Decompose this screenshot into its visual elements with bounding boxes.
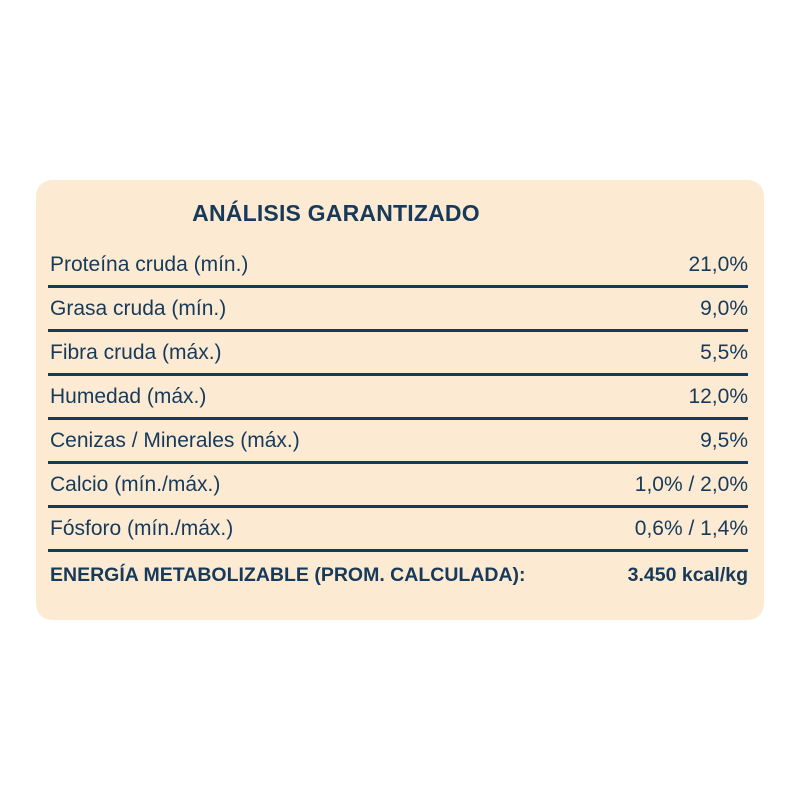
- energy-label: ENERGÍA METABOLIZABLE (PROM. CALCULADA):: [50, 564, 526, 586]
- row-value: 12,0%: [688, 385, 748, 408]
- row-value: 9,0%: [700, 297, 748, 320]
- analysis-row-fat: [48, 288, 748, 332]
- energy-value: 3.450 kcal/kg: [627, 564, 748, 586]
- metabolizable-energy-row: [48, 564, 748, 594]
- guaranteed-analysis-panel: [36, 180, 764, 620]
- row-value: 0,6% / 1,4%: [634, 517, 748, 540]
- analysis-table: [48, 244, 748, 552]
- row-label: Proteína cruda (mín.): [50, 253, 249, 276]
- analysis-row-protein: [48, 244, 748, 288]
- row-value: 1,0% / 2,0%: [634, 473, 748, 496]
- row-label: Grasa cruda (mín.): [50, 297, 227, 320]
- row-label: Fósforo (mín./máx.): [50, 517, 234, 540]
- analysis-row-ash: [48, 420, 748, 464]
- row-label: Fibra cruda (máx.): [50, 341, 222, 364]
- row-value: 9,5%: [700, 429, 748, 452]
- analysis-row-phosphorus: [48, 508, 748, 552]
- analysis-row-calcium: [48, 464, 748, 508]
- panel-title: ANÁLISIS GARANTIZADO: [192, 200, 480, 226]
- row-label: Cenizas / Minerales (máx.): [50, 429, 300, 452]
- analysis-row-fiber: [48, 332, 748, 376]
- row-value: 21,0%: [688, 253, 748, 276]
- row-value: 5,5%: [700, 341, 748, 364]
- row-label: Calcio (mín./máx.): [50, 473, 221, 496]
- analysis-row-moisture: [48, 376, 748, 420]
- row-label: Humedad (máx.): [50, 385, 207, 408]
